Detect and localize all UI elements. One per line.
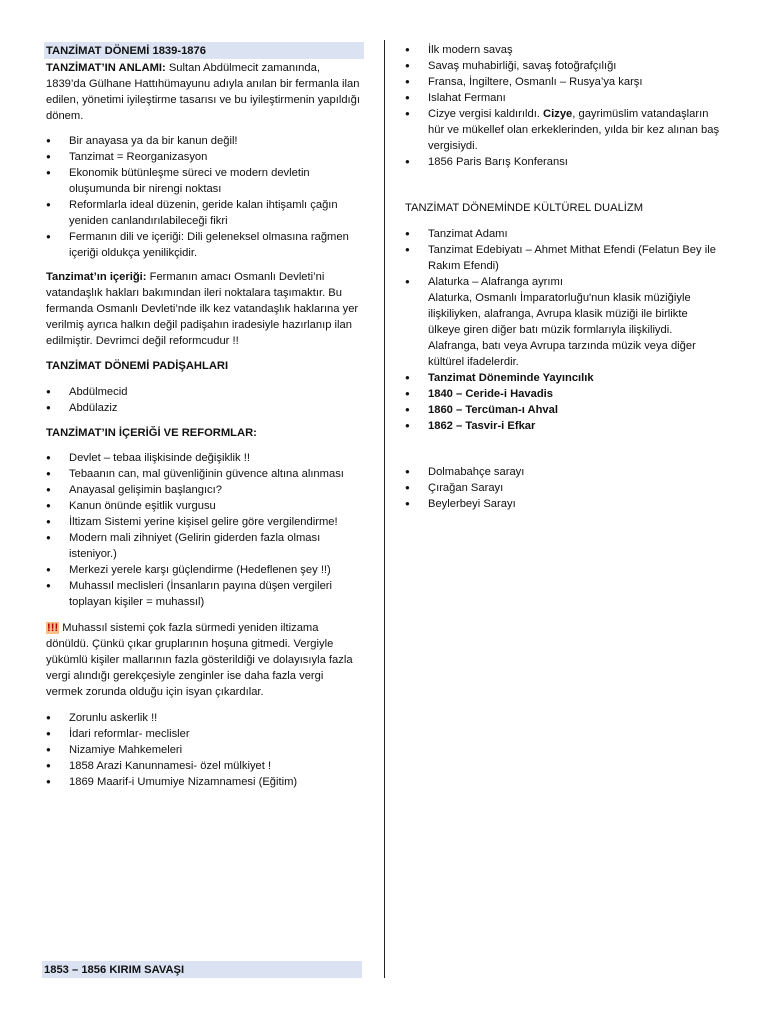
- list-item: ● Zorunlu askerlik !!: [46, 710, 362, 726]
- crimean-war-heading: 1853 – 1856 KIRIM SAVAŞI: [42, 961, 362, 978]
- list-item: ● Savaş muhabirliği, savaş fotoğrafçılığı: [405, 58, 721, 74]
- left-column: [46, 42, 362, 790]
- cizye-item: [405, 106, 721, 154]
- list-item: ● Devlet – tebaa ilişkisinde değişiklik !!: [46, 450, 362, 466]
- alaturka-title: ● Alaturka – Alafranga ayrımı: [428, 276, 563, 288]
- reform-heading: TANZİMAT’IN İÇERİĞİ VE REFORMLAR:: [46, 427, 257, 439]
- list-item: ● Reformlarla ideal düzenin, geride kalan ihtişamlı çağın yeniden canlandırılabileceği fikri: [46, 197, 362, 229]
- list-item: ● Nizamiye Mahkemeleri: [46, 742, 362, 758]
- list-item: ● Tanzimat = Reorganizasyon: [46, 149, 362, 165]
- cizye-bold: Cizye: [543, 108, 573, 120]
- icerik-paragraph: [46, 269, 362, 349]
- alaturka-item: [405, 274, 721, 370]
- column-divider: [384, 40, 385, 978]
- list-item: ● Islahat Fermanı: [405, 90, 721, 106]
- padisah-list: [46, 384, 362, 416]
- warning-text: Muhassıl sistemi çok fazla sürmedi yeniden iltizama dönüldü. Çünkü çıkar gruplarının hoşuna gitmedi. Vergiyle yükümlü kişiler mallarının fazla gösterildiği ve dolayısıyla fazla vergi alındığı gerekçesiyle zenginler ise daha fazla vergi vermek zorunda olduğu için isyan çıkardılar.: [46, 622, 353, 698]
- anlam-paragraph: [46, 60, 362, 124]
- dualizm-heading: TANZİMAT DÖNEMİNDE KÜLTÜREL DUALİZM: [405, 202, 644, 214]
- anlam-list: [46, 133, 362, 261]
- padisah-heading: TANZİMAT DÖNEMİ PADİŞAHLARI: [46, 360, 229, 372]
- list-item: ● Abdülaziz: [46, 400, 362, 416]
- anlam-text: Sultan Abdülmecit zamanında, 1839’da Gülhane Hattıhümayunu adıyla anılan bir fermanla ilan edilen, yönetimi iyileştirme tasarısı ve bu iyileştirmenin yapıldığı dönem.: [46, 62, 360, 122]
- list-item: ● Fermanın dili ve içeriği: Dili geleneksel olmasına rağmen içeriği oldukça yenilikçidir.: [46, 229, 362, 261]
- list-item: ● 1856 Paris Barış Konferansı: [405, 154, 721, 170]
- list-item: ● Tanzimat Edebiyatı – Ahmet Mithat Efendi (Felatun Bey ile Rakım Efendi): [405, 242, 721, 274]
- list-item: ● Fransa, İngiltere, Osmanlı – Rusya’ya karşı: [405, 74, 721, 90]
- list-item: ● İdari reformlar- meclisler: [46, 726, 362, 742]
- list-item: ● 1862 – Tasvir-i Efkar: [405, 418, 721, 434]
- list-item: ● Dolmabahçe sarayı: [405, 464, 721, 480]
- list-item: ● Kanun önünde eşitlik vurgusu: [46, 498, 362, 514]
- list-item: ● Tebaanın can, mal güvenliğinin güvence altına alınması: [46, 466, 362, 482]
- list-item: ● Ekonomik bütünleşme süreci ve modern devletin oluşumunda bir nirengi noktası: [46, 165, 362, 197]
- alaturka-text: Alaturka, Osmanlı İmparatorluğu'nun klasik müziğiyle ilişkiliyken, alafranga, Avrupa klasik müziği ile birlikte ülkeye giren diğer batı müzik formlarıyla ilişkiliydi. Alafranga, batı veya Avrupa tarzında müzik veya diğer kültürel ifadelerdir.: [428, 292, 696, 368]
- list-item: ● 1860 – Tercüman-ı Ahval: [405, 402, 721, 418]
- list-item: ● Tanzimat Adamı: [405, 226, 721, 242]
- list-item: ● 1840 – Ceride-i Havadis: [405, 386, 721, 402]
- list-item: ● İltizam Sistemi yerine kişisel gelire göre vergilendirme!: [46, 514, 362, 530]
- dualizm-list: [405, 226, 721, 434]
- icerik-text: Fermanın amacı Osmanlı Devleti’ni vatandaşlık hakları bakımından ileri noktalara taşımaktır. Bu fermanda Osmanlı Devleti’nde ilk kez vatandaşlık haklarına yer verilmiş ayrıca halkın değil padişahın iradesiyle hazırlanıp ilan edilmiştir. Devrimci değil reformcudur !!: [46, 271, 359, 347]
- last-list: [46, 710, 362, 790]
- list-item: ● 1869 Maarif-i Umumiye Nizamnamesi (Eğitim): [46, 774, 362, 790]
- cizye-post: , gayrimüslim vatandaşların hür ve mükellef olan erkeklerinden, yılda bir kez alınan baş vergisiydi.: [428, 108, 720, 152]
- list-item: ● Çırağan Sarayı: [405, 480, 721, 496]
- reform-list: [46, 450, 362, 610]
- list-item: ● Modern mali zihniyet (Gelirin giderden fazla olması isteniyor.): [46, 530, 362, 562]
- list-item: ● 1858 Arazi Kanunnamesi- özel mülkiyet !: [46, 758, 362, 774]
- anlam-label: TANZİMAT’IN ANLAMI:: [46, 62, 166, 74]
- page-title: TANZİMAT DÖNEMİ 1839-1876: [44, 42, 364, 59]
- war-list: [405, 42, 721, 170]
- icerik-label: Tanzimat’ın içeriği:: [46, 271, 147, 283]
- list-item: ● Tanzimat Döneminde Yayıncılık: [405, 370, 721, 386]
- warning-mark: !!!: [47, 622, 59, 634]
- list-item: ● Merkezi yerele karşı güçlendirme (Hedeflenen şey !!): [46, 562, 362, 578]
- palace-list: [405, 464, 721, 512]
- list-item: ● Abdülmecid: [46, 384, 362, 400]
- right-column: [405, 42, 721, 512]
- list-item: ● Beylerbeyi Sarayı: [405, 496, 721, 512]
- list-item: ● Anayasal gelişimin başlangıcı?: [46, 482, 362, 498]
- cizye-pre: Cizye vergisi kaldırıldı.: [428, 108, 544, 120]
- list-item: ● Muhassıl meclisleri (İnsanların payına düşen vergileri toplayan kişiler = muhassıl): [46, 578, 362, 610]
- warning-paragraph: [46, 620, 362, 700]
- list-item: ● Bir anayasa ya da bir kanun değil!: [46, 133, 362, 149]
- list-item: ● İlk modern savaş: [405, 42, 721, 58]
